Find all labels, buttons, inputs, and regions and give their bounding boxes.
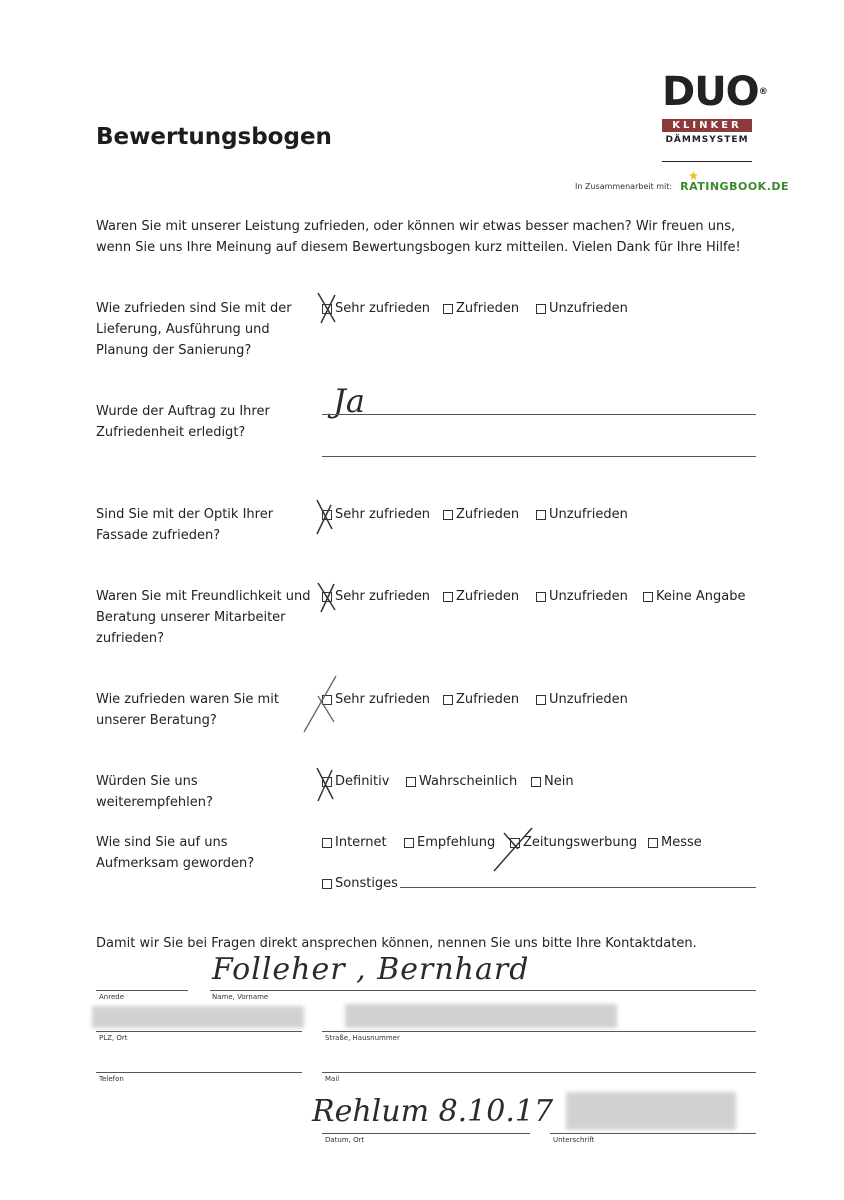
q2-answer-line-2 [322,456,756,457]
intro-text: Waren Sie mit unserer Leistung zufrieden, oder können wir etwas besser machen? Wir freuen uns, wenn Sie uns Ihre Meinung auf diesem Bewertungsbogen kurz mitteilen. Vielen Dank für Ihre Hilfe! [96,219,741,255]
option-label: Definitiv [335,774,390,789]
q6-option-nein[interactable] [531,774,574,789]
logo-brand: DUO [662,69,759,115]
option-label: Sehr zufrieden [335,507,431,522]
question-7: Wie sind Sie auf uns Aufmerksam geworden? [96,835,255,871]
handwritten-cross-icon [313,765,337,803]
q7-sonstiges-line [400,887,756,888]
q2-answer-line-1 [322,414,756,415]
handwritten-cross-icon [302,672,338,734]
contact-intro: Damit wir Sie bei Fragen direkt ansprechen können, nennen Sie uns bitte Ihre Kontaktdaten. [96,936,697,951]
checkbox-icon [322,879,332,889]
label-plz: PLZ, Ort [99,1034,128,1042]
option-label: Nein [544,774,574,789]
logo-system-label: DÄMMSYSTEM [665,135,749,145]
option-label: Zeitungswerbung [523,835,638,850]
strasse-line [322,1031,756,1032]
logo-divider [662,161,752,162]
option-label: Unzufrieden [549,589,628,604]
strasse-redacted [345,1004,617,1028]
question-1: Wie zufrieden sind Sie mit der Lieferung, Ausführung und Planung der Sanierung? [96,301,292,358]
q3-option-unzufrieden[interactable] [536,507,628,522]
q4-option-keine-angabe[interactable] [643,589,745,604]
datum-ort-handwritten: Rehlum 8.10.17 [312,1094,554,1129]
q1-option-unzufrieden[interactable] [536,301,628,316]
anrede-line [96,990,188,991]
checkbox-icon [536,510,546,520]
name-handwritten: Folleher , Bernhard [212,952,530,987]
q7-option-sonstiges[interactable] [322,876,398,891]
plz-redacted [92,1006,304,1028]
option-label: Unzufrieden [549,301,628,316]
question-5: Wie zufrieden waren Sie mit unserer Beratung? [96,692,279,728]
label-strasse: Straße, Hausnummer [325,1034,400,1042]
name-line [210,990,756,991]
q7-option-empfehlung[interactable] [404,835,495,850]
ratingbook-logo: RATINGBOOK.DE [680,180,790,193]
q2-handwritten-answer: Ja [333,382,365,420]
q7-option-messe[interactable] [648,835,702,850]
option-label: Messe [661,835,702,850]
option-label: Unzufrieden [549,507,628,522]
checkbox-icon [443,695,453,705]
page-title: Bewertungsbogen [96,124,332,150]
logo-registered: ® [758,87,767,97]
option-label: Empfehlung [417,835,496,850]
option-label: Zufrieden [456,507,520,522]
label-datum: Datum, Ort [325,1136,365,1144]
checkbox-icon [406,777,416,787]
telefon-line [96,1072,302,1073]
q4-option-zufrieden[interactable] [443,589,519,604]
handwritten-cross-icon [315,580,339,614]
checkbox-icon [536,695,546,705]
checkbox-icon [536,592,546,602]
checkbox-icon [404,838,414,848]
option-label: Sonstiges [335,876,398,891]
checkbox-icon [443,510,453,520]
question-6: Würden Sie uns weiterempfehlen? [96,774,213,810]
handwritten-cross-icon [490,825,536,873]
checkbox-icon [643,592,653,602]
handwritten-cross-icon [315,290,339,326]
option-label: Sehr zufrieden [335,692,431,707]
q5-option-zufrieden[interactable] [443,692,519,707]
option-label: Sehr zufrieden [335,301,431,316]
unterschrift-line [550,1133,756,1134]
q5-option-unzufrieden[interactable] [536,692,628,707]
question-4: Waren Sie mit Freundlichkeit und Beratung unserer Mitarbeiter zufrieden? [96,589,311,646]
label-telefon: Telefon [99,1075,124,1083]
q3-option-zufrieden[interactable] [443,507,519,522]
q1-option-zufrieden[interactable] [443,301,519,316]
checkbox-icon [443,592,453,602]
q5-option-sehr-zufrieden[interactable] [322,692,430,707]
plz-line [96,1031,302,1032]
label-mail: Mail [325,1075,340,1083]
option-label: Zufrieden [456,692,520,707]
label-anrede: Anrede [99,993,125,1001]
q6-option-wahrscheinlich[interactable] [406,774,517,789]
option-label: Internet [335,835,387,850]
option-label: Zufrieden [456,301,520,316]
checkbox-icon [531,777,541,787]
partner-label: In Zusammenarbeit mit: [575,182,673,191]
q4-option-unzufrieden[interactable] [536,589,628,604]
partner-line [575,180,789,193]
star-icon [689,171,698,180]
checkbox-icon [536,304,546,314]
question-3: Sind Sie mit der Optik Ihrer Fassade zufrieden? [96,507,274,543]
datum-line [322,1133,530,1134]
signature-redacted [566,1092,736,1130]
logo-klinker-band: KLINKER [662,119,752,132]
mail-line [322,1072,756,1073]
duo-logo [662,70,767,114]
checkbox-icon [443,304,453,314]
label-name: Name, Vorname [212,993,269,1001]
option-label: Unzufrieden [549,692,628,707]
checkbox-icon [648,838,658,848]
option-label: Sehr zufrieden [335,589,431,604]
option-label: Keine Angabe [656,589,746,604]
question-2: Wurde der Auftrag zu Ihrer Zufriedenheit erledigt? [96,404,270,440]
q7-option-internet[interactable] [322,835,387,850]
label-unterschrift: Unterschrift [553,1136,595,1144]
option-label: Zufrieden [456,589,520,604]
q3-option-sehr-zufrieden[interactable] [322,507,430,522]
checkbox-icon [322,838,332,848]
handwritten-cross-icon [313,497,337,537]
option-label: Wahrscheinlich [419,774,518,789]
